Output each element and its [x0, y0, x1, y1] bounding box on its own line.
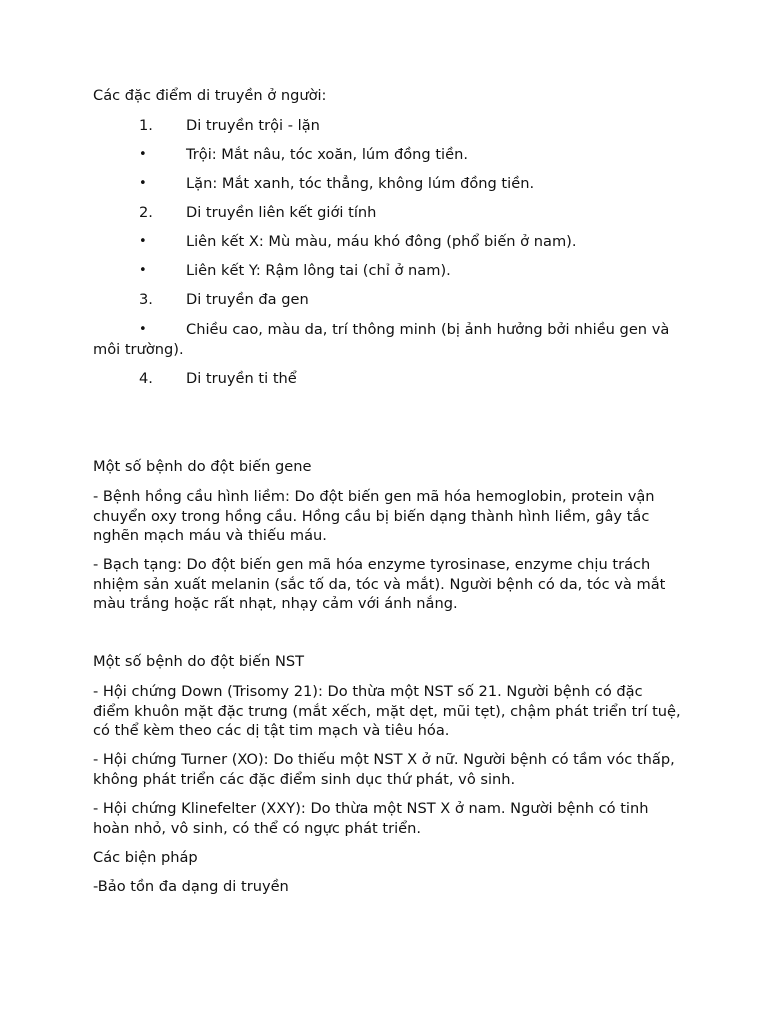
list-item-text: Lặn: Mắt xanh, tóc thẳng, không lúm đồng tiền.: [186, 175, 535, 192]
bullet-icon: •: [139, 322, 147, 337]
list-item-text: Di truyền ti thể: [186, 370, 297, 387]
section-heading-gene-diseases: Một số bệnh do đột biến gene: [93, 458, 312, 475]
list-number: 1.: [139, 117, 153, 134]
section-heading-traits: Các đặc điểm di truyền ở người:: [93, 87, 327, 104]
bullet-icon: •: [139, 234, 147, 249]
section-heading-measures: Các biện pháp: [93, 849, 198, 866]
list-item-text: Chiều cao, màu da, trí thông minh (bị ảnh hưởng bởi nhiều gen và môi trường).: [93, 321, 670, 358]
list-item-text: Liên kết Y: Rậm lông tai (chỉ ở nam).: [186, 262, 451, 279]
paragraph-measure-1: -Bảo tồn đa dạng di truyền: [93, 878, 289, 895]
bullet-icon: •: [139, 147, 147, 162]
list-item-text: Liên kết X: Mù màu, máu khó đông (phổ biến ở nam).: [186, 233, 577, 250]
paragraph-albinism: - Bạch tạng: Do đột biến gen mã hóa enzyme tyrosinase, enzyme chịu trách nhiệm sản xuất melanin (sắc tố da, tóc và mắt). Người bệnh có da, tóc và mắt màu trắng hoặc rất nhạt, nhạy cảm với ánh nắng.: [93, 556, 666, 612]
list-item-text: Trội: Mắt nâu, tóc xoăn, lúm đồng tiền.: [186, 146, 468, 163]
list-number: 4.: [139, 370, 153, 387]
list-number: 2.: [139, 204, 153, 221]
paragraph-turner-syndrome: - Hội chứng Turner (XO): Do thiếu một NST X ở nữ. Người bệnh có tầm vóc thấp, không phát triển các đặc điểm sinh dục thứ phát, vô sinh.: [93, 751, 675, 788]
paragraph-down-syndrome: - Hội chứng Down (Trisomy 21): Do thừa một NST số 21. Người bệnh có đặc điểm khuôn mặt đặc trưng (mắt xếch, mặt dẹt, mũi tẹt), chậm phát triển trí tuệ, có thể kèm theo các dị tật tim mạch và tiêu hóa.: [93, 683, 681, 739]
bullet-icon: •: [139, 176, 147, 191]
bullet-icon: •: [139, 263, 147, 278]
paragraph-klinefelter-syndrome: - Hội chứng Klinefelter (XXY): Do thừa một NST X ở nam. Người bệnh có tinh hoàn nhỏ, vô sinh, có thể có ngực phát triển.: [93, 800, 649, 837]
paragraph-sickle-cell: - Bệnh hồng cầu hình liềm: Do đột biến gen mã hóa hemoglobin, protein vận chuyển oxy trong hồng cầu. Hồng cầu bị biến dạng thành hình liềm, gây tắc nghẽn mạch máu và thiếu máu.: [93, 488, 655, 544]
list-item-text: Di truyền đa gen: [186, 291, 309, 308]
list-item-text: Di truyền trội - lặn: [186, 117, 320, 134]
list-number: 3.: [139, 291, 153, 308]
list-item-text: Di truyền liên kết giới tính: [186, 204, 377, 221]
section-heading-chromosome-diseases: Một số bệnh do đột biến NST: [93, 653, 305, 670]
